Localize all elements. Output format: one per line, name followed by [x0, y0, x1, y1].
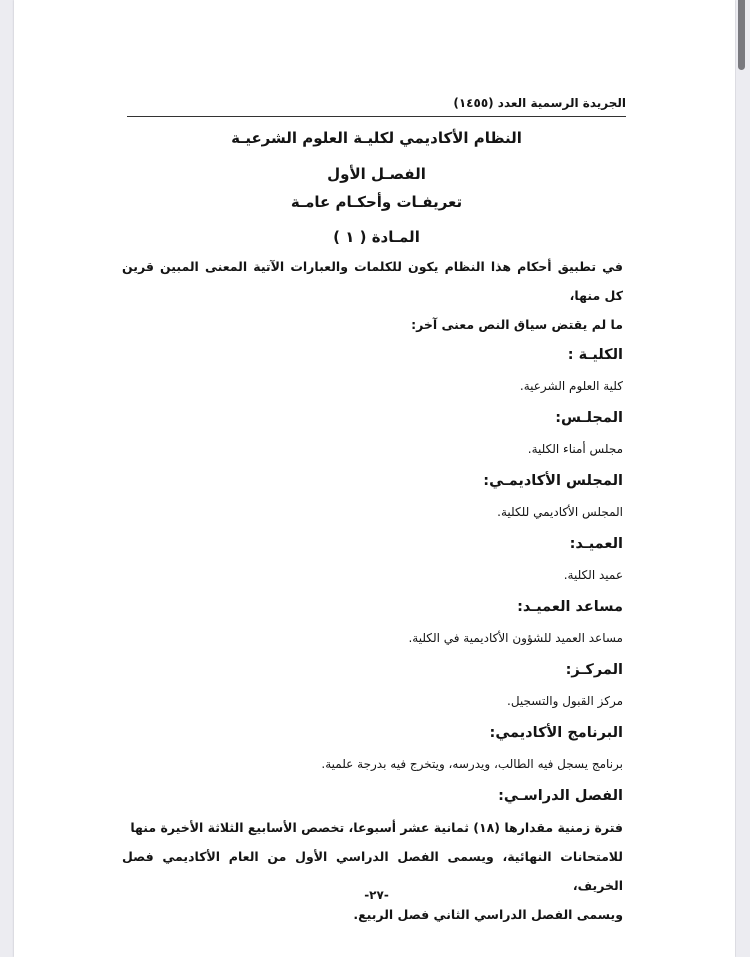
definition-text: المجلس الأكاديمي للكلية.	[497, 505, 623, 519]
system-title: النظام الأكاديمي لكليـة العلوم الشرعيـة	[231, 129, 522, 147]
definition-text: عميد الكلية.	[563, 568, 623, 582]
gazette-header: الجريدة الرسمية العدد (١٤٥٥)	[453, 96, 626, 110]
definition-text: فترة زمنية مقدارها (١٨) ثمانية عشر أسبوعا، تخصص الأسابيع الثلاثة الأخيرة منها	[130, 820, 623, 835]
header-rule	[127, 116, 626, 117]
definition-term: العميـد:	[569, 536, 623, 552]
definition-term: الفصل الدراسـي:	[498, 788, 623, 804]
definition-text: مجلس أمناء الكلية.	[527, 442, 623, 456]
definition-term: الكليـة :	[567, 347, 623, 363]
article-body	[122, 252, 623, 929]
intro-line: ما لم يقتض سياق النص معنى آخر:	[411, 317, 623, 332]
article-title: المـادة ( ١ )	[333, 228, 420, 246]
intro-line: في تطبيق أحكام هذا النظام يكون للكلمات والعبارات الآتية المعنى المبين قرين كل منها،	[122, 259, 623, 303]
definition-text: برنامج يسجل فيه الطالب، ويدرسه، ويتخرج فيه بدرجة علمية.	[321, 757, 623, 771]
definition-term: مساعد العميـد:	[517, 599, 623, 615]
definition-text: مركز القبول والتسجيل.	[507, 694, 623, 708]
definition-term: البرنامج الأكاديمي:	[489, 725, 623, 741]
definition-term: المجلس الأكاديمـي:	[483, 473, 623, 489]
definition-text: كلية العلوم الشرعية.	[519, 379, 623, 393]
section-title: تعريفـات وأحكـام عامـة	[290, 193, 463, 211]
definition-text: مساعد العميد للشؤون الأكاديمية في الكلية.	[408, 631, 623, 645]
definition-text: ويسمى الفصل الدراسي الثاني فصل الربيع.	[353, 907, 623, 922]
definition-term: المركـز:	[565, 662, 623, 678]
page-number: -٢٧-	[364, 888, 389, 902]
definition-term: المجلـس:	[555, 410, 623, 426]
chapter-title: الفصـل الأول	[327, 165, 426, 183]
definition-text: للامتحانات النهائية، ويسمى الفصل الدراسي الأول من العام الأكاديمي فصل الخريف،	[122, 849, 623, 893]
